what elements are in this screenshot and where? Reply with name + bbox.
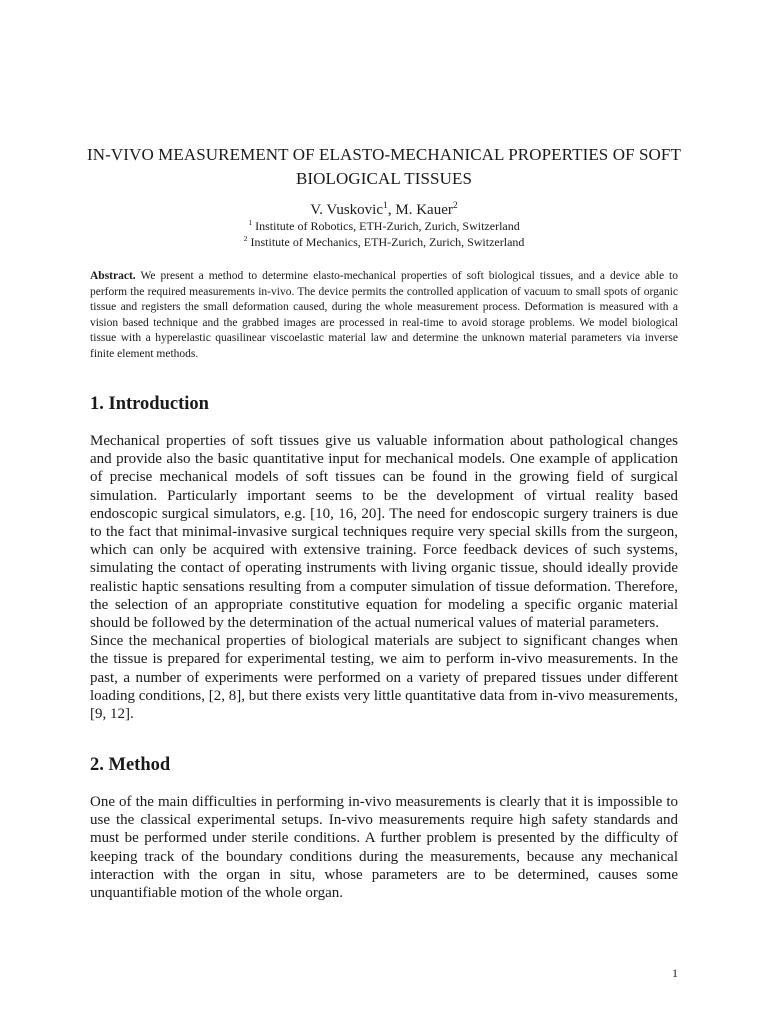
paragraph: Since the mechanical properties of biological materials are subject to significant changes when the tissue is prepared for experimental testing, we aim to perform in-vivo measurements. In the past, a number of experiments were performed on a variety of prepared tissues under different loading conditions, [2, 8], but there exists very little quantitative data from in-vivo measurements, [9, 12].	[90, 633, 678, 723]
author-line	[60, 200, 708, 220]
affiliation	[60, 235, 708, 250]
paragraph: One of the main difficulties in performing in-vivo measurements is clearly that it is impossible to use the classical experimental setups. In-vivo measurements require high safety standards and must be performed under sterile conditions. A further problem is presented by the difficulty of keeping track of the boundary conditions during the measurements, because any mechanical interaction with the organ in situ, whose parameters are to be determined, causes some unquantifiable motion of the whole organ.	[90, 794, 678, 902]
affiliation-text: Institute of Mechanics, ETH-Zurich, Zurich, Switzerland	[250, 235, 525, 249]
paragraph: Mechanical properties of soft tissues give us valuable information about pathological changes and provide also the basic quantitative input for mechanical models. One example of application of precise mechanical models of soft tissues can be found in the growing field of surgical simulation. Particularly important seems to be the development of virtual reality based endoscopic surgical simulators, e.g. [10, 16, 20]. The need for endoscopic surgery trainers is due to the fact that minimal-invasive surgical techniques require very special skills from the surgeon, which can only be acquired with extensive training. Force feedback devices of such systems, simulating the contact of operating instruments with living organic tissue, should ideally provide realistic haptic sensations resulting from a computer simulation of tissue deformation. Therefore, the selection of an appropriate constitutive equation for modeling a specific organic material should be followed by the determination of the actual numerical values of material parameters.	[90, 433, 678, 632]
author-name: M. Kauer	[395, 202, 453, 218]
affiliation-marker: 2	[452, 200, 458, 211]
affiliation-text: Institute of Robotics, ETH-Zurich, Zurich, Switzerland	[255, 219, 520, 233]
author-separator: ,	[387, 202, 396, 218]
abstract-label: Abstract.	[90, 270, 136, 282]
section-heading: 2. Method	[90, 755, 171, 775]
section-body	[90, 432, 678, 723]
paper-title: IN-VIVO MEASUREMENT OF ELASTO-MECHANICAL PROPERTIES OF SOFT BIOLOGICAL TISSUES	[87, 145, 681, 188]
abstract-text: We present a method to determine elasto-mechanical properties of soft biological tissues, and a device able to perform the required measurements in-vivo. The device permits the controlled application of vacuum to small spots of organic tissue and registers the small deformation caused, during the whole measurement process. Deformation is measured with a vision based technique and the grabbed images are processed in real-time to avoid storage problems. We model biological tissue with a hyperelastic quasilinear viscoelastic material law and determine the unknown material parameters via inverse finite element methods.	[90, 270, 678, 360]
affiliation-marker: 1	[383, 200, 388, 211]
abstract	[90, 269, 678, 362]
page-number: 1	[672, 966, 678, 980]
section-body	[90, 793, 678, 902]
affiliation-marker: 1	[248, 218, 253, 227]
affiliation-marker: 2	[243, 234, 248, 243]
section-heading: 1. Introduction	[90, 394, 209, 414]
author-name: V. Vuskovic	[310, 202, 383, 218]
affiliation	[60, 219, 708, 234]
